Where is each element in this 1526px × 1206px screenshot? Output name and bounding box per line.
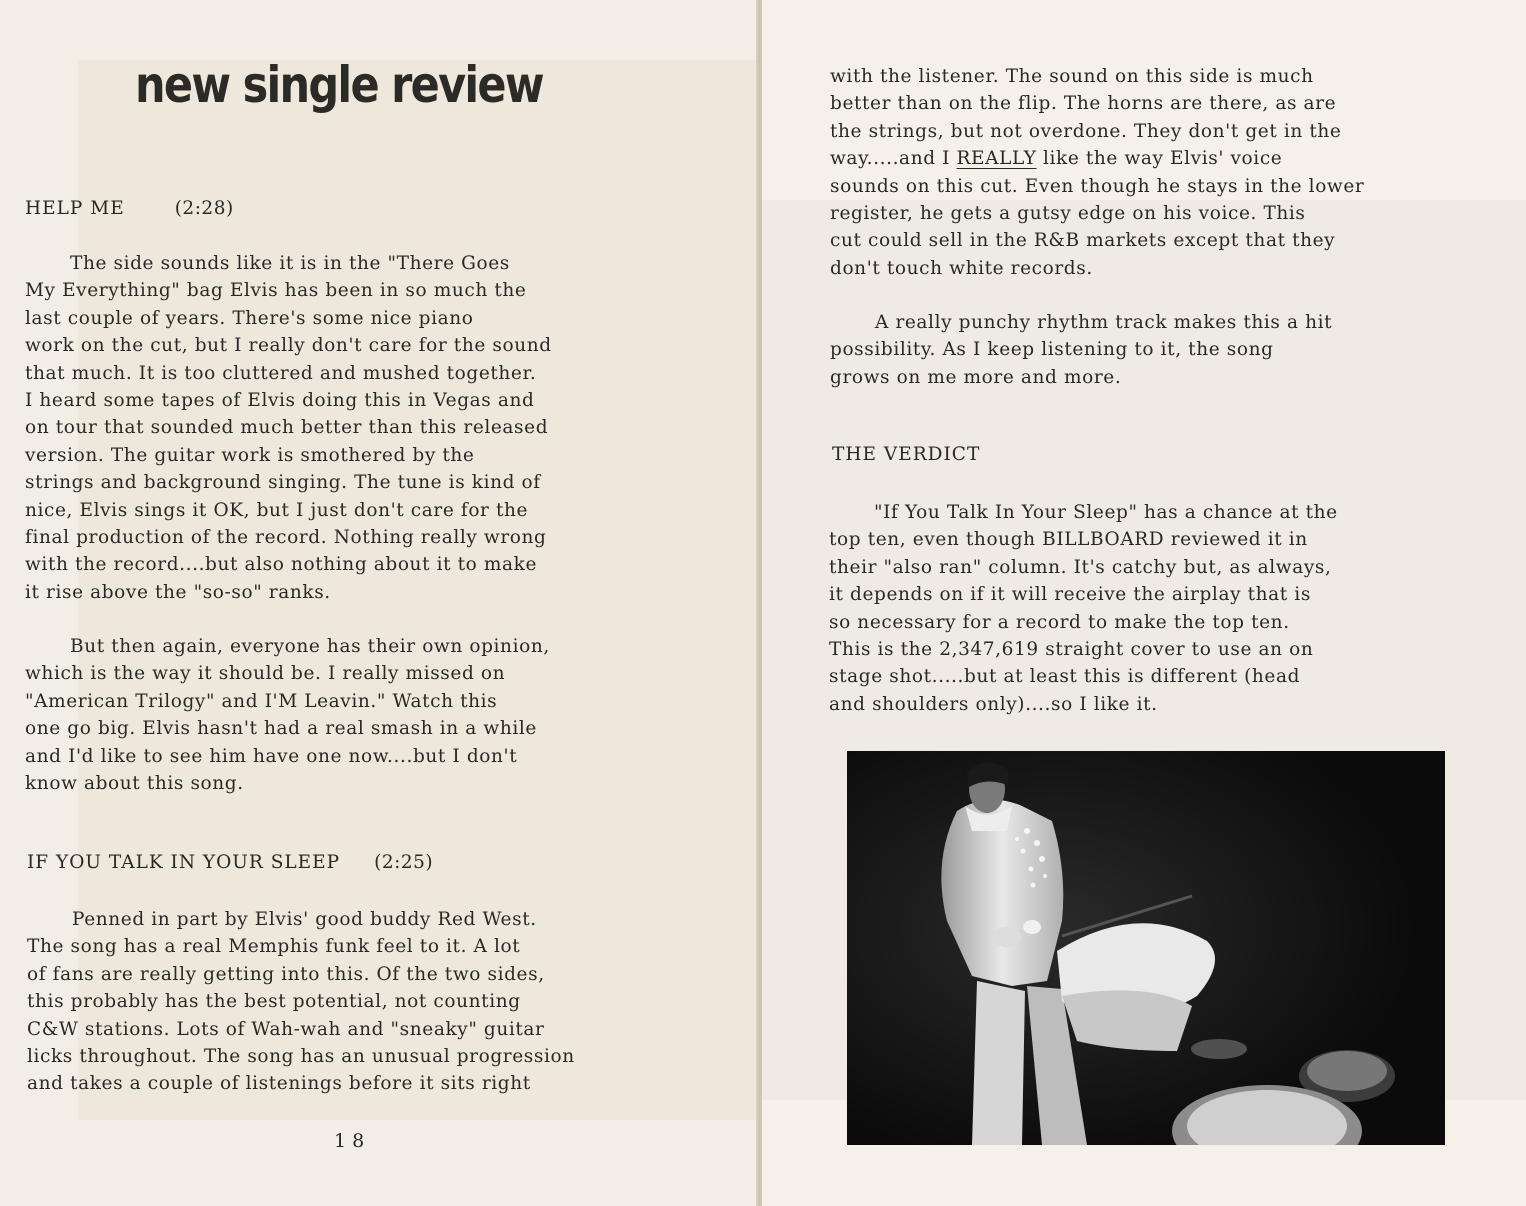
text-line: it depends on if it will receive the airplay that is: [829, 584, 1311, 606]
text-line: which is the way it should be. I really missed on: [25, 663, 506, 685]
if-you-talk-paragraph-1: [27, 906, 575, 1098]
section-heading-if-you-talk: [27, 852, 433, 873]
text-line: on tour that sounded much better than this released: [25, 417, 549, 439]
text-run: way.....and I: [830, 148, 957, 170]
text-line: final production of the record. Nothing really wrong: [25, 526, 547, 548]
concert-photo-graphic: [847, 751, 1445, 1145]
text-run: like the way Elvis' voice: [1036, 148, 1283, 170]
text-line: this probably has the best potential, not counting: [27, 991, 521, 1013]
text-line: stage shot.....but at least this is different (head: [829, 666, 1301, 688]
right-page: [762, 0, 1526, 1206]
underlined-emphasis: REALLY: [956, 148, 1037, 170]
text-line: and shoulders only)....so I like it.: [829, 693, 1158, 715]
text-line: better than on the flip. The horns are there, as are: [830, 93, 1337, 115]
text-line: and takes a couple of listenings before it sits right: [27, 1073, 531, 1095]
text-line: nice, Elvis sings it OK, but I just don't care for the: [25, 499, 529, 521]
text-line: I heard some tapes of Elvis doing this in Vegas and: [25, 389, 535, 411]
text-line: "If You Talk In Your Sleep" has a chance at the: [874, 502, 1338, 523]
section-title: HELP ME: [25, 198, 125, 219]
text-line: top ten, even though BILLBOARD reviewed it in: [829, 529, 1308, 551]
text-line: last couple of years. There's some nice piano: [25, 307, 474, 329]
page-number: 18: [334, 1130, 371, 1152]
rhythm-paragraph: [830, 309, 1332, 391]
text-line: cut could sell in the R&B markets except that they: [830, 230, 1336, 252]
text-line: strings and background singing. The tune is kind of: [25, 472, 541, 494]
help-me-paragraph-1: [25, 250, 552, 606]
text-line: of fans are really getting into this. Of the two sides,: [27, 963, 545, 985]
text-line: This is the 2,347,619 straight cover to use an on: [829, 638, 1314, 660]
text-line: that much. It is too cluttered and mushed together.: [25, 362, 537, 384]
text-line: one go big. Elvis hasn't had a real smash in a while: [25, 718, 537, 740]
text-line: know about this song.: [25, 772, 244, 794]
text-line: grows on me more and more.: [830, 366, 1122, 388]
concert-photo-icon: [847, 751, 1445, 1145]
text-line: A really punchy rhythm track makes this a hit: [875, 312, 1333, 333]
text-line: "American Trilogy" and I'M Leavin." Watch this: [25, 690, 498, 712]
section-duration: (2:25): [374, 852, 434, 873]
text-line: C&W stations. Lots of Wah-wah and "sneaky" guitar: [27, 1018, 545, 1040]
continued-paragraph: [830, 63, 1364, 282]
left-page: [0, 0, 758, 1206]
text-line: work on the cut, but I really don't care for the sound: [25, 335, 552, 357]
section-heading-help-me: [25, 198, 234, 219]
help-me-paragraph-2: [25, 633, 550, 797]
text-line: it rise above the "so-so" ranks.: [25, 581, 331, 603]
verdict-paragraph: [829, 499, 1338, 718]
text-line: register, he gets a gutsy edge on his voice. This: [830, 202, 1306, 224]
text-line: their "also ran" column. It's catchy but, as always,: [829, 556, 1332, 578]
text-line: so necessary for a record to make the top ten.: [829, 611, 1290, 633]
section-title: IF YOU TALK IN YOUR SLEEP: [27, 852, 341, 873]
text-line: don't touch white records.: [830, 257, 1093, 279]
text-line: with the listener. The sound on this side is much: [830, 66, 1314, 87]
text-line: and I'd like to see him have one now....but I don't: [25, 745, 518, 767]
text-line: But then again, everyone has their own opinion,: [70, 636, 550, 657]
text-line: licks throughout. The song has an unusual progression: [27, 1045, 575, 1067]
text-line: [830, 145, 1364, 172]
text-line: sounds on this cut. Even though he stays in the lower: [830, 175, 1365, 197]
text-line: The side sounds like it is in the "There Goes: [70, 253, 510, 274]
text-line: the strings, but not overdone. They don't get in the: [830, 120, 1342, 142]
section-duration: (2:28): [174, 198, 234, 219]
text-line: My Everything" bag Elvis has been in so much the: [25, 280, 527, 302]
text-line: possibility. As I keep listening to it, the song: [830, 339, 1274, 361]
page-title: new single review: [135, 56, 543, 114]
text-line: version. The guitar work is smothered by the: [25, 444, 475, 466]
text-line: The song has a real Memphis funk feel to it. A lot: [27, 936, 521, 958]
text-line: Penned in part by Elvis' good buddy Red West.: [72, 909, 537, 930]
text-line: with the record....but also nothing about it to make: [25, 554, 538, 576]
verdict-heading: THE VERDICT: [832, 444, 981, 465]
